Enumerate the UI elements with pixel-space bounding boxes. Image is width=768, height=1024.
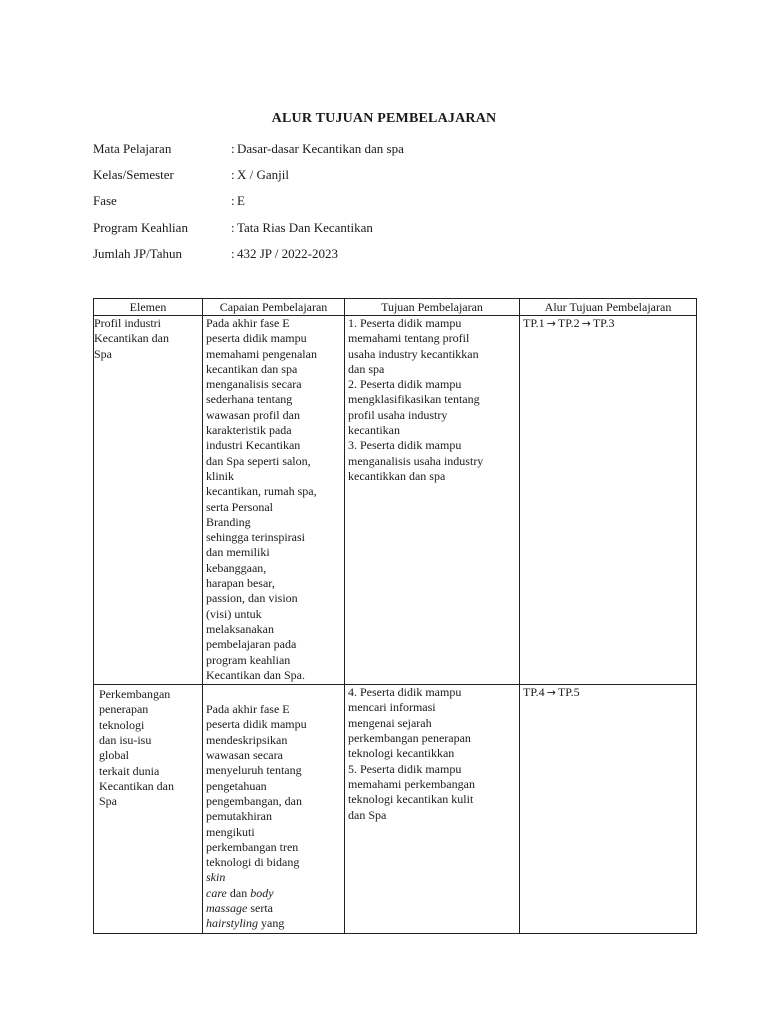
text-line: memahami pengenalan [206,346,317,361]
text-line: Profil industri [94,316,162,330]
text-line: global [99,748,129,763]
text-line: mendeskripsikan [206,732,288,747]
italic-term: hairstyling [206,916,259,931]
tp-label: TP.4 [523,685,545,700]
text-line: pengetahuan [206,778,267,793]
text-line: Spa [99,794,117,809]
text-line: memahami perkembangan [348,776,475,791]
cell-capaian [203,685,345,933]
text-line: menganalisis usaha industry [348,453,484,468]
text-line: peserta didik mampu [206,331,307,346]
info-label: Mata Pelajaran [93,141,172,156]
text-word: yang [261,916,285,931]
cell-elemen [94,685,203,933]
text-line: profil usaha industry [348,407,448,422]
italic-term: skin [206,870,226,885]
text-line: penerapan [99,702,149,717]
text-line: program keahlian [206,652,291,667]
header-tujuan: Tujuan Pembelajaran [345,299,520,316]
text-line: kecantikkan dan spa [348,468,446,483]
text-line: harapan besar, [206,576,275,591]
info-value: Dasar-dasar Kecantikan dan spa [237,141,404,156]
info-label: Program Keahlian [93,220,188,235]
text-line: (visi) untuk [206,606,262,621]
italic-term: care [206,885,227,900]
text-line: passion, dan vision [206,591,298,606]
text-line: memahami tentang profil [348,331,470,346]
table-header-row [94,299,697,316]
text-line: Perkembangan [99,687,171,702]
info-value: 432 JP / 2022-2023 [237,246,338,261]
text-line: peserta didik mampu [206,717,307,732]
text-line: 3. Peserta didik mampu [348,438,462,453]
cell-elemen [94,316,203,685]
text-line: karakteristik pada [206,423,292,438]
text-line: wawasan secara [206,748,283,763]
info-value: Tata Rias Dan Kecantikan [237,220,373,235]
text-line [206,901,343,916]
info-row-kelas-semester [93,167,289,183]
tp-label: TP.2 [557,316,580,330]
text-line: teknologi kecantikkan [348,746,455,761]
arrow-right-icon: → [581,317,591,330]
text-line: sehingga terinspirasi [206,530,305,545]
text-line: serta Personal [206,499,273,514]
text-line: kebanggaan, [206,560,267,575]
text-line: dan spa [348,361,385,376]
tp-label: TP.5 [557,685,580,700]
text-line: Kecantikan dan [94,331,169,346]
page-title: ALUR TUJUAN PEMBELAJARAN [271,111,497,126]
info-separator: : [231,141,235,156]
info-value: E [237,193,245,208]
text-line: mencari informasi [348,700,436,715]
text-line: 5. Peserta didik mampu [348,761,462,776]
table-row [94,685,697,933]
text-line: usaha industry kecantikkan [348,346,479,361]
text-line: dan memiliki [206,545,270,560]
info-separator: : [231,193,235,208]
text-line: dan Spa [348,807,387,822]
italic-term: body [250,885,274,900]
text-word: serta [250,900,273,915]
text-line [206,886,343,901]
text-line: Pada akhir fase E [206,702,290,717]
text-line: kecantikan [348,423,400,438]
text-line: wawasan profil dan [206,407,300,422]
text-line: teknologi [99,717,145,732]
header-capaian: Capaian Pembelajaran [203,299,345,316]
info-row-mata-pelajaran [93,141,404,157]
info-row-fase [93,193,245,209]
learning-objectives-table [93,298,697,934]
text-line: dan Spa seperti salon, [206,453,311,468]
header-elemen: Elemen [94,299,203,316]
text-line: terkait dunia [99,763,160,778]
cell-alur [520,316,697,685]
text-line: 2. Peserta didik mampu [348,377,462,392]
table-row [94,316,697,685]
info-label: Kelas/Semester [93,167,174,182]
text-line: Kecantikan dan [99,778,174,793]
header-alur: Alur Tujuan Pembelajaran [520,299,697,316]
text-line: dan isu-isu [99,733,152,748]
text-line: sederhana tentang [206,392,293,407]
capaian-lines [206,702,343,870]
info-value: X / Ganjil [237,167,289,182]
cell-tujuan [345,316,520,685]
text-line: Spa [94,346,112,361]
text-line: 4. Peserta didik mampu [348,685,462,700]
tp-label: TP.3 [592,316,615,330]
text-line: mengikuti [206,824,255,839]
info-separator: : [231,220,235,235]
text-line: mengklasifikasikan tentang [348,392,480,407]
text-line: pembelajaran pada [206,637,297,652]
info-label: Fase [93,193,117,208]
cell-tujuan [345,685,520,933]
arrow-right-icon: → [546,317,556,330]
cell-alur [520,685,697,933]
text-line: 1. Peserta didik mampu [348,316,462,330]
text-line: teknologi kecantikan kulit [348,792,474,807]
text-line: perkembangan penerapan [348,731,471,746]
tp-label: TP.1 [523,316,545,330]
info-row-jumlah-jp [93,246,338,262]
text-line: kecantikan dan spa [206,361,298,376]
text-line: Kecantikan dan Spa. [206,667,305,682]
text-line: mengenai sejarah [348,715,432,730]
text-word: dan [229,885,248,900]
text-line: industri Kecantikan [206,438,301,453]
arrow-right-icon: → [546,686,556,700]
text-line: Branding [206,514,251,529]
text-line [206,870,343,885]
text-line: klinik [206,468,235,483]
info-separator: : [231,246,235,261]
cell-capaian [203,316,345,685]
text-line: teknologi di bidang [206,855,300,870]
text-line: Pada akhir fase E [206,316,290,330]
text-line: perkembangan tren [206,839,299,854]
text-line: pemutakhiran [206,809,272,824]
text-line: menyeluruh tentang [206,763,302,778]
italic-term: massage [206,900,248,915]
text-line: pengembangan, dan [206,793,302,808]
text-line: kecantikan, rumah spa, [206,484,317,499]
text-line: melaksanakan [206,621,274,636]
info-separator: : [231,167,235,182]
text-line [206,916,343,931]
info-label: Jumlah JP/Tahun [93,246,183,261]
text-line: menganalisis secara [206,377,302,392]
info-row-program-keahlian [93,220,373,236]
